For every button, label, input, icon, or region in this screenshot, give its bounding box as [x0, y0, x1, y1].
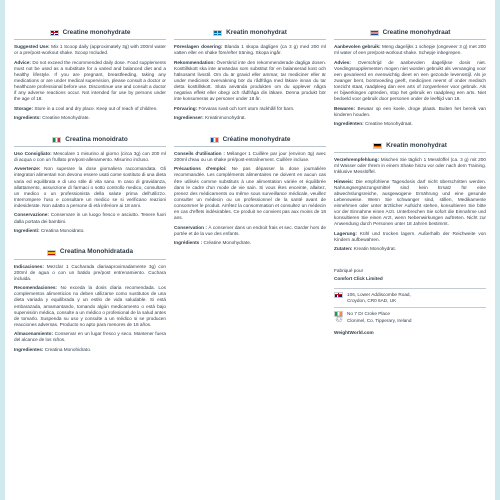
- para-text: Do not exceed the recommended daily dose. Food supplements must not be used as a substitute for a varied and balanced diet and a healthy lifestyle. If you are pregnant, breastfeeding, taking any medications or are under medical supervision, please consult a doctor or healthcare professional before use. Discontinue use and consult a doctor if any adverse reactions occur. Not intended for use by persons under the age of 18.: [14, 59, 166, 102]
- block-header: [14, 30, 166, 40]
- address-line: 106, Lower Addiscombe Road,: [347, 291, 411, 297]
- para-text: Mischen Sie täglich 1 Messlöffel (ca. 3 g) mit 200 ml Wasser oder Ihrem in einem Shake hinzu vor oder nach dem Training. Inklusive Messlöffel.: [334, 156, 486, 175]
- ingredients-paragraph: [14, 115, 166, 121]
- para-label: Rekommendation:: [174, 59, 215, 65]
- block-header: [174, 137, 326, 147]
- block-german: [334, 143, 486, 256]
- block-header: [334, 30, 486, 40]
- advice-paragraph: [14, 60, 166, 103]
- usage-paragraph: [14, 264, 166, 282]
- advice-paragraph: [174, 60, 326, 103]
- block-header: [14, 249, 166, 259]
- made-for-label: Fabriqué pour: [334, 267, 364, 273]
- para-label: Recomendaciones:: [14, 285, 57, 291]
- usage-paragraph: [14, 151, 166, 163]
- para-text: Store in a cool and dry place. Keep out of reach of children.: [33, 105, 158, 111]
- para-text: Mezclar 1 Cucharada diariaaproximadamente 3g) con 200ml de agua o con un batido pre/post entrenamiento. Cuchara incluida.: [14, 263, 166, 281]
- spain-flag-icon: [47, 250, 56, 256]
- para-text: Overschrijd de aanbevolen dagelijkse dosis niet. Voedingssupplementen mogen niet worden gebruikt als vervanging voor een gevarieerd en evenwichtig dieet en een gezonde levensstijl. Als je zwanger bent, borstvoeding geeft, medicijnen neemt of onder medisch toezicht staat, raadpleeg dan een arts of zorgverlener voor gebruik. Als er bijwerkingen optreden, stop het gebruik en raadpleeg een arts. Niet bedoeld voor gebruik door personen onder de leeftijd van 18.: [334, 59, 486, 102]
- para-text: À conserver dans un endroit frais et sec. Garder hors de portée et de la vue des enfants.: [174, 224, 326, 236]
- para-text: Die empfohlene Tagesdosis darf nicht überschritten werden. Nahrungsergänzungsmittel sind kein Ersatz für eine abwechslungsreiche, ausgewogene Ernährung und eine gesunde Lebensweise. Wenn Sie schwanger sind, stillen, Medikamente einnehmen oder unter ärztlicher Aufsicht stehen, konsultieren Sie bitte vor der Einnahme einen Arzt. Unterbrechen Sie sofort die Einnahme und konsultieren Sie einen Arzt, wenn Nebenwirkungen auftreten. Nicht zur Anwendung durch Personen unter 18 Jahren bestimmt.: [334, 178, 486, 227]
- block-english: [14, 30, 166, 125]
- para-label: Conservation :: [174, 224, 207, 230]
- block-title: Créatine monohydrate: [222, 135, 291, 143]
- advice-paragraph: [174, 166, 326, 221]
- para-label: Précautions d'emploi:: [174, 166, 227, 172]
- para-text: Överskrid inte den rekommenderade dagliga dosen. Kosttillskott ska inte användas som substitut för en balanserad kost och hälsosamt livsstil. Om du är gravid eller ammar, tar mediciner eller är under medicinsk övervakning bör du rådfråga med läkare innan du tar detta kosttillskott. Sluta använda produkten om du upplever några negativa effekt eller obegi och rådfråga din läkare. Denna produkt bör inte konsumeras av personer under 18 år.: [174, 59, 326, 102]
- left-stripe: [0, 0, 5, 500]
- uk-flag-icon: [50, 30, 59, 36]
- column-1: [14, 30, 166, 356]
- para-text: Conservare in un luogo fresco e asciutto. Tenere fuori dalla portata dei bambini.: [14, 212, 166, 224]
- para-text: Meng dagelijks 1 schepje (ongeveer 3 g) met 200 ml water of een pre/post-workout shake. Schepje inbegrepen.: [334, 44, 486, 56]
- para-label: Conservazione:: [14, 212, 49, 218]
- usage-paragraph: [14, 44, 166, 56]
- para-label: Almacenamiento:: [14, 331, 54, 337]
- para-label: Verzehrempfehlung:: [334, 156, 380, 162]
- para-label: Ingrediënten:: [334, 121, 364, 127]
- usage-paragraph: [334, 157, 486, 175]
- advice-paragraph: [334, 179, 486, 228]
- para-label: Advies:: [334, 59, 351, 65]
- netherlands-flag-icon: [370, 30, 379, 36]
- para-label: Lagerung:: [334, 230, 357, 236]
- para-label: Aanbevolen gebruik:: [334, 44, 381, 50]
- storage-paragraph: [334, 231, 486, 243]
- para-text: Förvaras svalt och torrt utom räckhåll för barn.: [197, 105, 295, 111]
- para-label: Indicaciones:: [14, 263, 44, 269]
- advice-paragraph: [334, 60, 486, 103]
- block-header: [334, 143, 486, 153]
- block-title: Creatine monohydrate: [62, 29, 131, 36]
- recycle-icon: ♲: [334, 314, 344, 324]
- block-title: Creatina Monohidratada: [59, 248, 134, 256]
- para-label: Föreslagen dosering:: [174, 44, 223, 50]
- para-text: Non superare la dose giornaliera raccomandata. Gli integratori alimentari non devono essere usati come sostituto di una dieta varia ed equilibrata e di uno stile di vita sano. In caso di gravidanza, allattamento, assunzione di farmaci o sotto controllo medico, consultare un medico o un professionista della salute prima dell'utilizzo. Interrompere l'uso e consultare un medico se si verificano reazioni indesiderate. Non adatto a persone di età inferiore ai 18 anni.: [14, 166, 166, 208]
- address-uk: [334, 288, 486, 308]
- para-label: Hinweis:: [334, 178, 354, 184]
- block-dutch: [334, 30, 486, 131]
- company-name: Comfort Click Limited: [334, 276, 383, 282]
- para-label: Bewaren:: [334, 105, 356, 111]
- advice-paragraph: [14, 166, 166, 209]
- para-text: Kühl und trocken lagern. Außerhalb der Reichweite von Kindern aufbewahren.: [334, 230, 486, 242]
- para-text: Creatina Monoidrato.: [39, 227, 85, 233]
- block-title: Kreatin monohydrat: [386, 141, 447, 149]
- ingredients-paragraph: [334, 246, 486, 252]
- para-text: Creatina Monohidrato.: [43, 346, 92, 352]
- ingredients-paragraph: [14, 347, 166, 353]
- para-text: Mix 1 Scoop daily (approximately 3g) with 200ml water or a pre/post-workout shake. Scoop Included.: [14, 44, 166, 56]
- para-label: Suggested Use:: [14, 44, 50, 50]
- para-text: No exceda la dosis diaria recomendada. Los complementos alimenticios no deben utilizarse como sustitutos de una dieta variada y equilibrada y un estilo de vida saludable. Si está embarazada, amamantando, tomando algún medicamento o está bajo supervisión médica, consulte a un médico o profesional de la salud antes de tomarlo. Suspenda su uso y consulte a un médico si se producen reacciones adversas. Producto no apto para menores de 18 años.: [14, 285, 166, 327]
- address-line: Clonmel, Co. Tipperary, Ireland: [347, 317, 412, 323]
- para-label: Ingredienser:: [174, 115, 204, 121]
- uk-flag-icon: [334, 292, 343, 298]
- para-text: Bewaar op een koele, droge plaats. Buiten het bereik van kinderen houden.: [334, 105, 486, 117]
- para-text: Kreatin Monohydrat.: [352, 246, 397, 252]
- usage-paragraph: [334, 44, 486, 56]
- block-title: Creatine monohydraat: [382, 29, 451, 36]
- para-text: Créatine Monohydrate.: [202, 240, 252, 246]
- address-line: No 7 Dr Croke Place: [347, 311, 390, 317]
- storage-paragraph: [14, 212, 166, 224]
- usage-paragraph: [174, 151, 326, 163]
- italy-flag-icon: [52, 137, 61, 143]
- storage-paragraph: [14, 331, 166, 343]
- para-label: Uso Consigliato:: [14, 150, 52, 156]
- address-text: [347, 311, 412, 324]
- para-label: Ingredients:: [14, 115, 41, 121]
- address-ireland: [334, 307, 486, 327]
- column-2: [174, 30, 326, 356]
- block-title: Kreatin monohydrat: [226, 29, 287, 36]
- block-header: [174, 30, 326, 40]
- block-swedish: [174, 30, 326, 125]
- block-title: Creatina monoidrato: [65, 135, 128, 143]
- ingredients-paragraph: [334, 121, 486, 127]
- usage-paragraph: [174, 44, 326, 56]
- para-text: Mélanger 1 Cuillère par jour (environ 3g) avec 200ml d'eau ou un shake pré/post-entraînement. Cuillère incluse.: [174, 150, 326, 162]
- manufacturer-info: [334, 268, 486, 337]
- storage-paragraph: [174, 225, 326, 237]
- para-label: Avvertenze:: [14, 166, 41, 172]
- para-label: Zutaten:: [334, 246, 353, 252]
- storage-paragraph: [174, 106, 326, 112]
- address-line: Croydon, CR0 6AD, UK: [347, 297, 397, 303]
- para-text: Kreatinmonohydrat.: [203, 115, 246, 121]
- block-french: [174, 137, 326, 250]
- para-label: Förvaring:: [174, 105, 198, 111]
- sweden-flag-icon: [213, 30, 222, 36]
- address-text: [347, 292, 411, 305]
- para-text: Blanda 1 skopa dagligen (ca 3 g) med 200 ml vatten eller en shake före/efter träning. Skopa ingår.: [174, 44, 326, 56]
- para-text: Conservar en un lugar fresco y seco. Mantener fuera del alcance de los niños.: [14, 331, 166, 343]
- right-stripe: [495, 0, 500, 500]
- storage-paragraph: [14, 106, 166, 112]
- para-label: Advice:: [14, 59, 31, 65]
- germany-flag-icon: [373, 143, 382, 149]
- para-text: Mescolare 1 misurino al giorno (circa 3g) con 200 ml di acqua o con un frullato pre/post-allenamento. Misurino incluso.: [14, 150, 166, 162]
- ingredients-paragraph: [14, 228, 166, 234]
- para-label: Conseils d'utilisation :: [174, 150, 225, 156]
- para-text: Creatine Monohydraat.: [363, 121, 413, 127]
- block-spanish: [14, 249, 166, 356]
- para-label: Storage:: [14, 105, 34, 111]
- ingredients-paragraph: [174, 115, 326, 121]
- france-flag-icon: [210, 137, 219, 143]
- block-italian: [14, 137, 166, 238]
- block-header: [14, 137, 166, 147]
- ingredients-paragraph: [174, 240, 326, 246]
- para-label: Ingredienti:: [14, 227, 40, 233]
- advice-paragraph: [14, 285, 166, 328]
- language-grid: [14, 30, 486, 356]
- para-text: Ne pas dépasser la dose journalière recommandée. Les compléments alimentaires ne doivent en aucun cas être utilisés comme substituts à une alimentation variée et équilibrée dans le cadre d'un mode de vie sain. Si vous êtes enceinte, allaitez, prenez des médicaments ou même sous surveillance médicale, veuillez consulter un médecin ou un professionnel de la santé avant de consommer le produit. Arrêtez la consommation et consultez un médecin en cas d'effets indésirables. Ce produit ne convient pas aux moins de 18 ans.: [174, 166, 326, 221]
- para-label: Ingredientes:: [14, 346, 44, 352]
- para-text: Creatine Monohydrate.: [40, 115, 90, 121]
- website: WeightWorld.com: [334, 330, 374, 336]
- column-3: [334, 30, 486, 356]
- storage-paragraph: [334, 106, 486, 118]
- para-label: Ingrédients :: [174, 240, 203, 246]
